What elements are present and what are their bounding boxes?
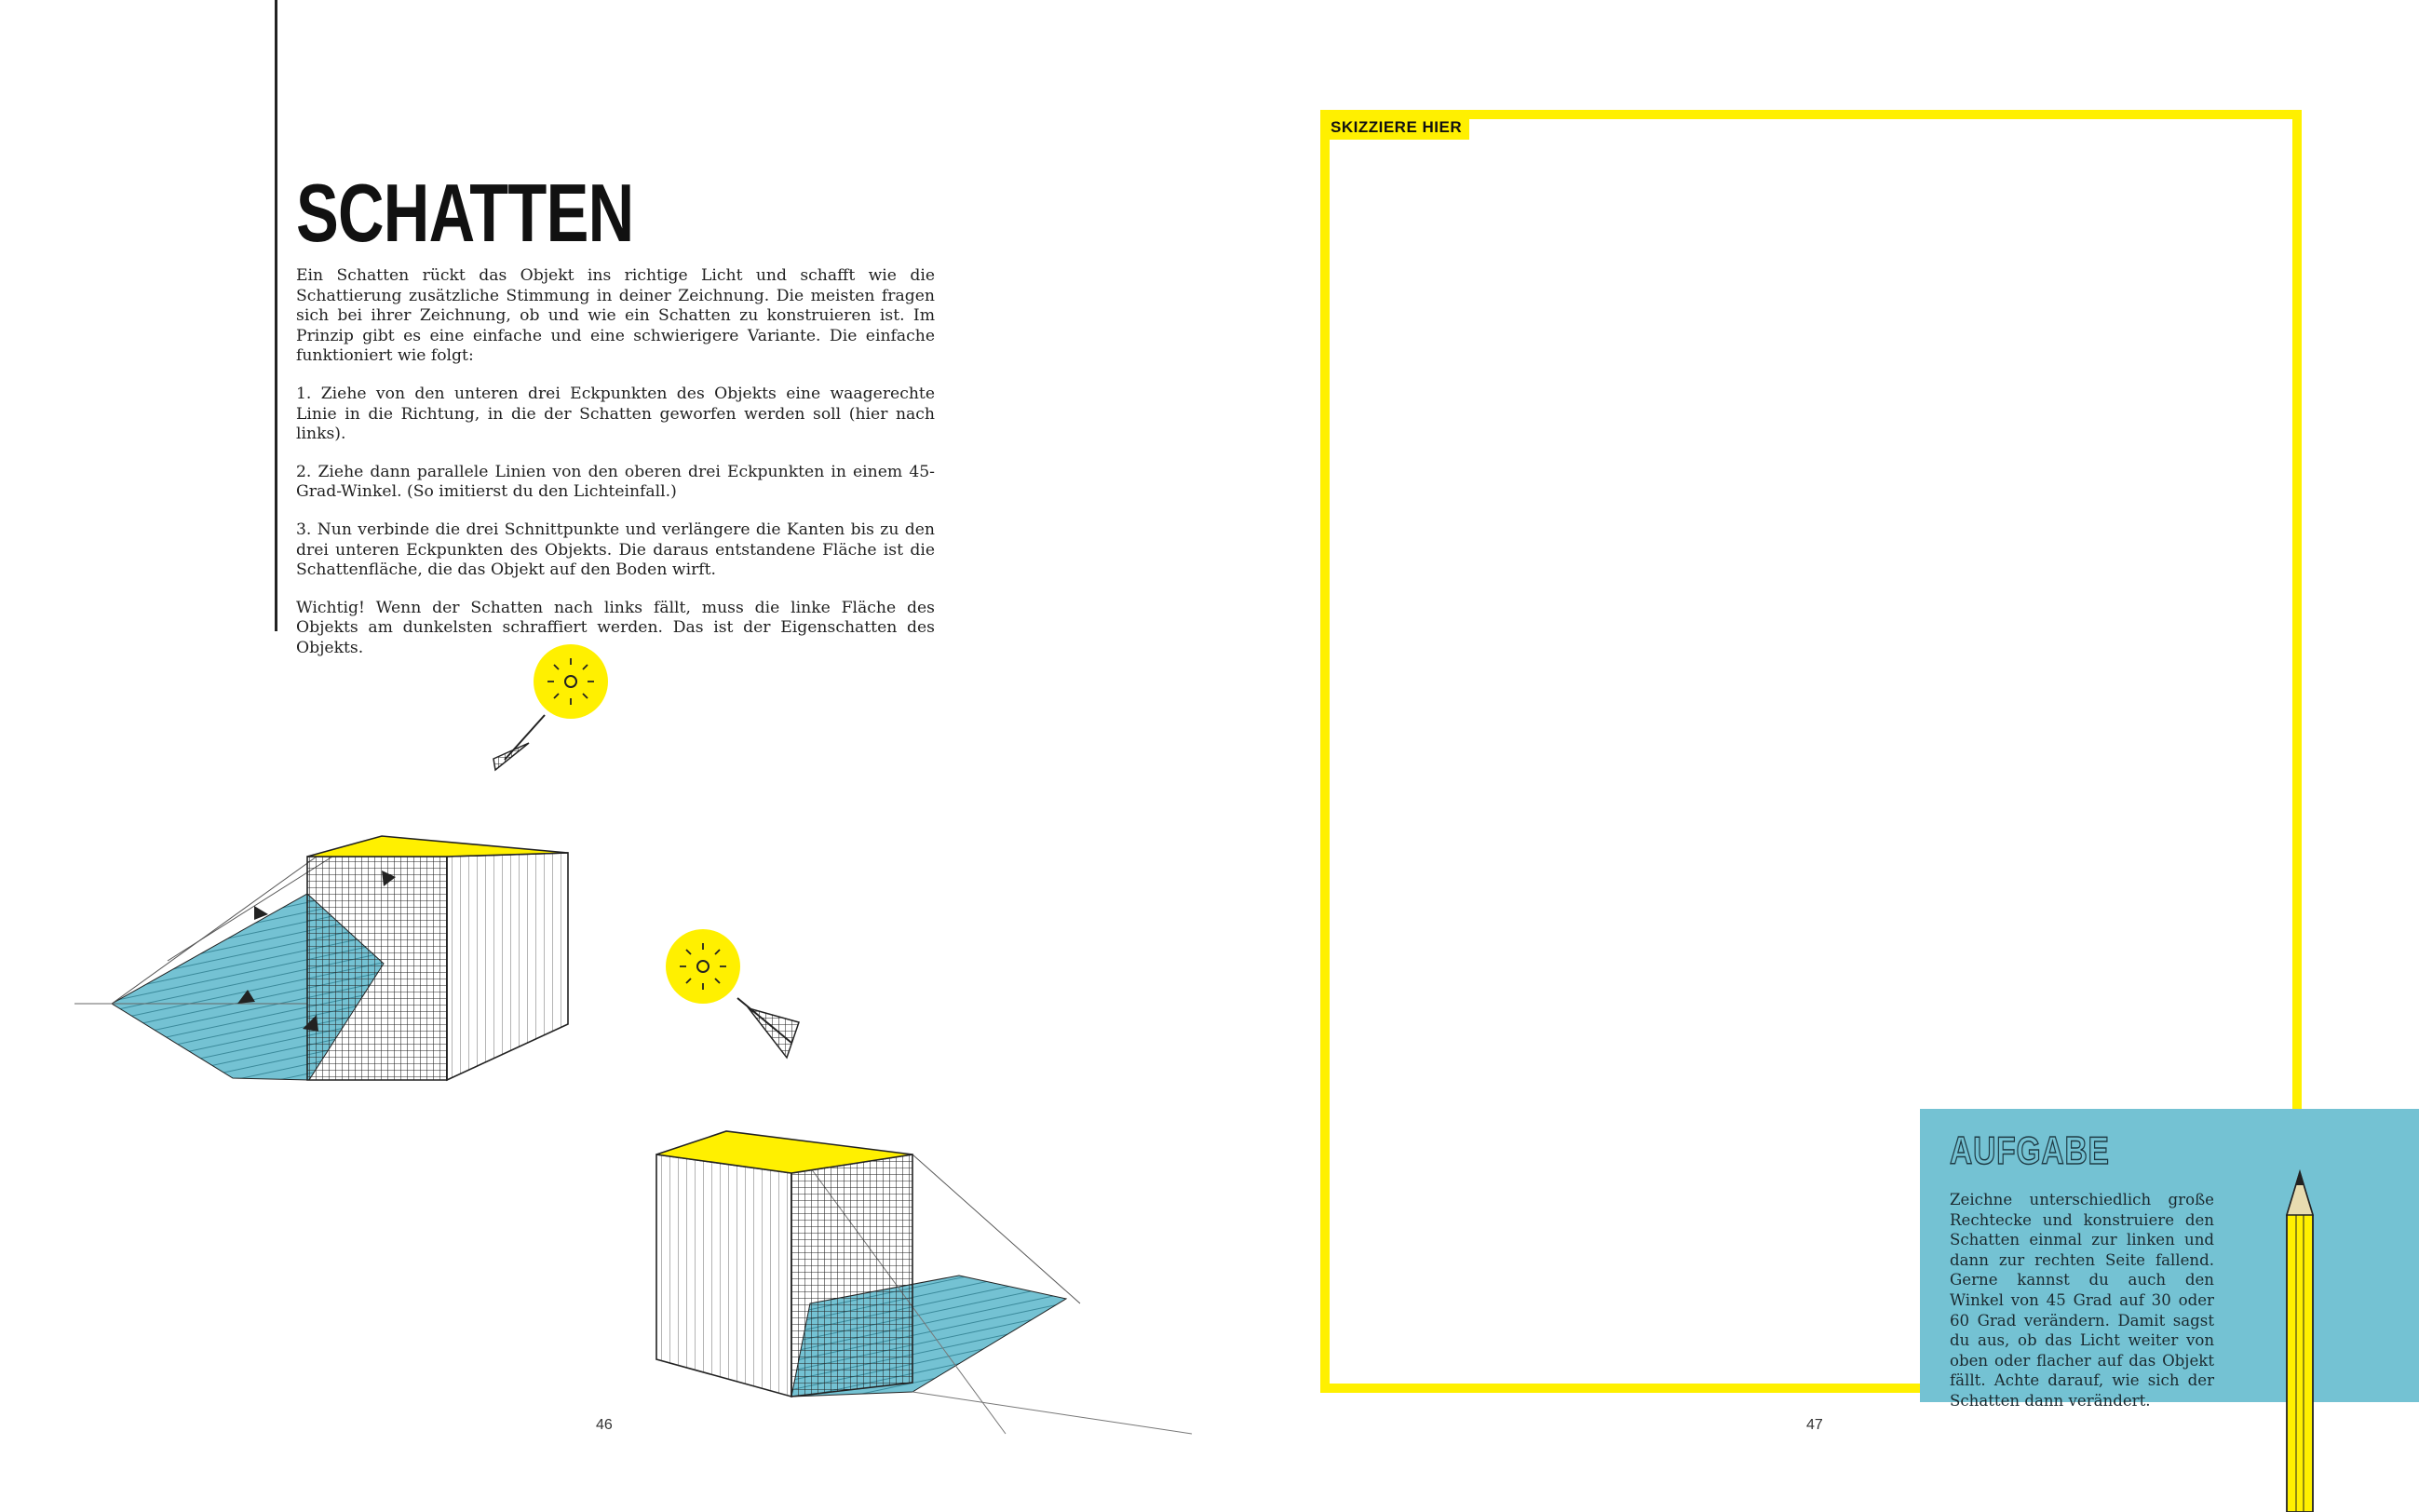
intro-paragraph: Ein Schatten rückt das Objekt ins richtige Licht und schafft wie die Schattierung zusätzliche Stimmung in deiner Zeichnung. Die meisten fragen sich bei ihrer Zeichnung, ob und wie ein Schatten zu konstruieren ist. Im Prinzip gibt es eine einfache und eine schwierigere Variante. Die einfache funktioniert wie folgt: [296,266,935,366]
sketch-label: SKIZZIERE HIER [1320,115,1469,140]
body-text [296,266,935,677]
page-title: SCHATTEN [296,167,634,259]
task-text: Zeichne unterschiedlich große Rechtecke und konstruiere den Schatten einmal zur linken und dann zur rechten Seite fallend. Gerne kannst du auch den Winkel von 45 Grad auf 30 oder 60 Grad verändern. Damit sagst du aus, ob das Licht weiter von oben oder flacher auf das Objekt fällt. Achte darauf, wie sich der Schatten dann verändert. [1950,1191,2214,1410]
step-1-paragraph: 1. Ziehe von den unteren drei Eckpunkten des Objekts eine waagerechte Linie in die Richtung, in die der Schatten geworfen werden soll (hier nach links). [296,384,935,444]
left-vertical-rule [275,0,277,631]
sun-icon-1 [534,644,608,719]
cube-left-drawing [74,836,568,1080]
shadow-illustration [74,633,1210,1452]
note-paragraph: Wichtig! Wenn der Schatten nach links fällt, muss die linke Fläche des Objekts am dunkelsten schraffiert werden. Das ist der Eigenschatten des Objekts. [296,598,935,657]
step-3-paragraph: 3. Nun verbinde die drei Schnittpunkte und verlängere die Kanten bis zu den drei unteren Eckpunkten des Objekts. Die daraus entstandene Fläche ist die Schattenfläche, die das Objekt auf den Boden wirft. [296,520,935,580]
step-2-paragraph: 2. Ziehe dann parallele Linien von den oberen drei Eckpunkten in einem 45-Grad-Winkel. (So imitierst du den Lichteinfall.) [296,462,935,502]
task-title: AUFGABE [1950,1128,2110,1172]
page-number-left: 46 [596,1417,613,1433]
sun-icon-2 [666,929,740,1004]
page-number-right: 47 [1806,1417,1823,1433]
cube-right-drawing [656,1131,1192,1434]
pencil-icon [2272,1168,2328,1512]
